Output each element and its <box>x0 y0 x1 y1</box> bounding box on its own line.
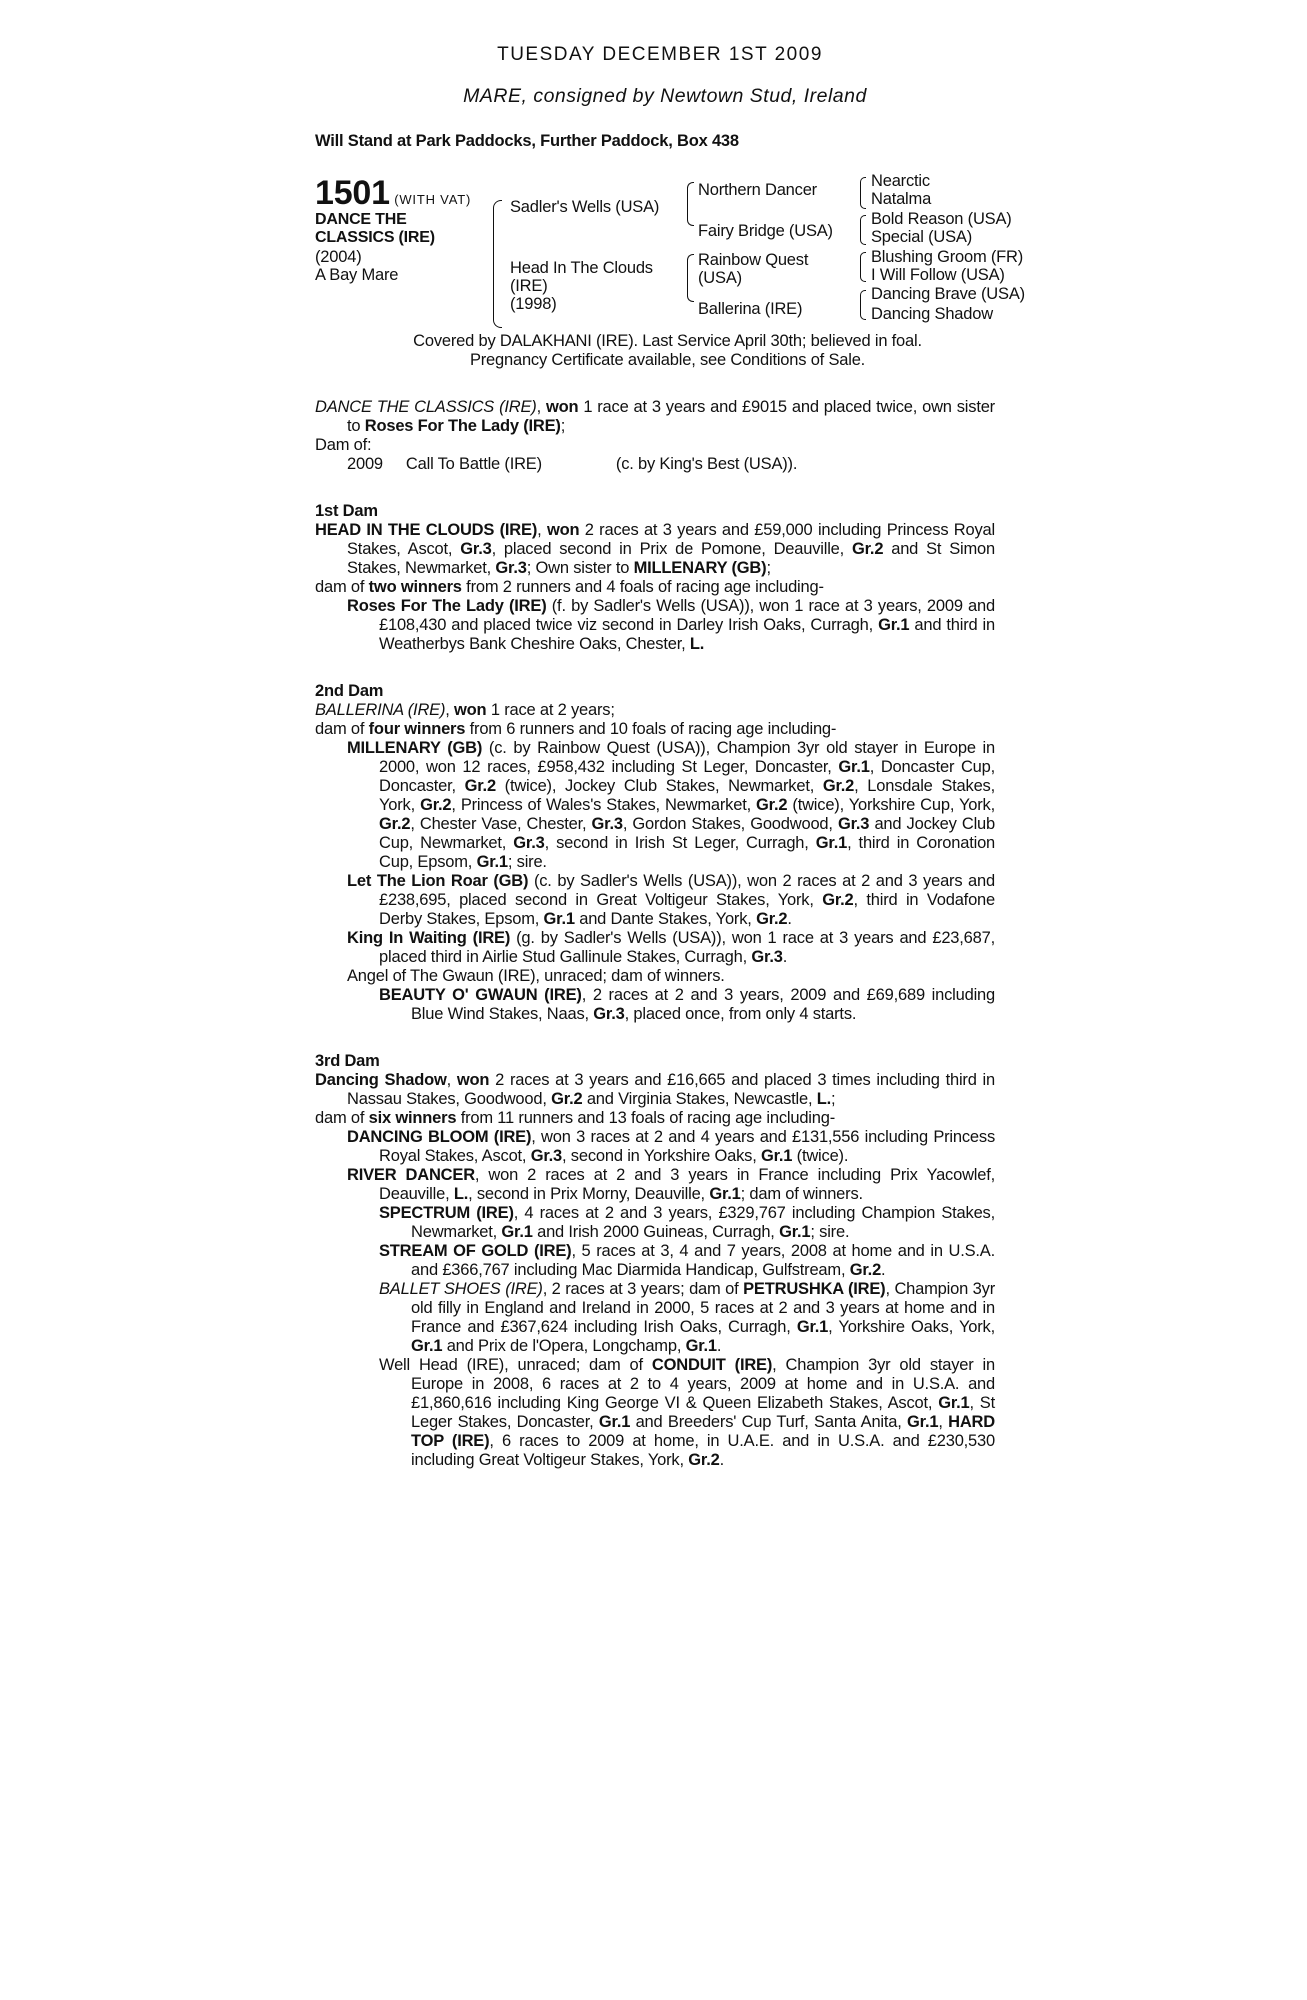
fd-damof-c: from 2 runners and 4 foals of racing age including- <box>461 578 824 596</box>
l-t3: and Dante Stakes, York, <box>574 910 757 928</box>
pedigree-dam-line2: (IRE) <box>510 277 548 295</box>
mare-text1: 1 race at 3 years and £9015 and placed twice, own sister to <box>347 398 995 435</box>
pedigree-ddd: Dancing Shadow <box>871 305 993 323</box>
td-won: won <box>456 1071 490 1089</box>
m-t3: (twice), Jockey Club Stakes, Newmarket, <box>495 777 823 795</box>
first-dam-won: won <box>546 521 580 539</box>
sg-g1: Gr.2 <box>849 1261 882 1279</box>
m-t6: (twice), Yorkshire Cup, York, <box>787 796 995 814</box>
wh-c: CONDUIT (IRE) <box>651 1356 773 1374</box>
second-dam-section <box>315 682 995 1024</box>
m-g2: Gr.2 <box>464 777 496 795</box>
m-g6: Gr.2 <box>379 815 411 833</box>
m-g5: Gr.2 <box>756 796 788 814</box>
db-g2: Gr.1 <box>760 1147 793 1165</box>
m-g10: Gr.1 <box>815 834 848 852</box>
produce-row <box>347 455 995 474</box>
m-g7: Gr.3 <box>591 815 623 833</box>
sd-damof-b: four winners <box>368 720 466 738</box>
fd-damof-b: two winners <box>368 578 462 596</box>
fd-t5: ; <box>766 559 771 577</box>
m-g8: Gr.3 <box>837 815 870 833</box>
fd-p1-t2: and third in Weatherbys Bank Cheshire Oaks, Chester, <box>379 616 995 653</box>
sd-t1: 1 race at 2 years; <box>486 701 615 719</box>
catalogue-page <box>315 44 1025 1470</box>
rd-name: RIVER DANCER <box>347 1166 475 1184</box>
pedigree-dds: Dancing Brave (USA) <box>871 285 1025 303</box>
l-t4: . <box>787 910 792 928</box>
third-dam-section <box>315 1052 995 1470</box>
k-t1: (g. by Sadler's Wells (USA)), won 1 race at 3 years and £23,687, placed third in Airlie Stud Gallinule Stakes, Curragh, <box>379 929 995 966</box>
db-t1: , won 3 races at 2 and 4 years and £131,556 including Princess Royal Stakes, Ascot, <box>379 1128 995 1165</box>
fd-damof-a: dam of <box>315 578 369 596</box>
bs-g2: Gr.1 <box>411 1337 443 1355</box>
mare-sister: Roses For The Lady (IRE) <box>364 417 561 435</box>
sp-t1: , 4 races at 2 and 3 years, £329,767 including Champion Stakes, Newmarket, <box>411 1204 995 1241</box>
mare-won: won <box>545 398 579 416</box>
bs-g1: Gr.1 <box>796 1318 829 1336</box>
td-damof-b: six winners <box>368 1109 457 1127</box>
fd-sister: MILLENARY (GB) <box>633 559 767 577</box>
bs-t5: . <box>716 1337 722 1355</box>
m-t11: , third in Coronation Cup, Epsom, <box>379 834 996 871</box>
second-dam-heading: 2nd Dam <box>315 682 384 700</box>
k-name: King In Waiting (IRE) <box>347 929 511 947</box>
sd-won: won <box>454 701 487 719</box>
produce-sire: (c. by King's Best (USA)). <box>615 455 798 473</box>
l-g2: Gr.1 <box>543 910 575 928</box>
produce-spectrum <box>379 1204 995 1242</box>
pedigree-ssd: Natalma <box>871 190 932 208</box>
pedigree-dam-sire-line2: (USA) <box>698 269 742 287</box>
pedigree-dss: Blushing Groom (FR) <box>871 248 1024 266</box>
horse-name-line1: DANCE THE <box>315 211 407 228</box>
bs-t2: , Champion 3yr old filly in England and Ireland in 2000, 5 races at 2 and 3 years at home and in France and £367,624 including Irish Oaks, Curragh, <box>411 1280 995 1336</box>
sg-name: STREAM OF GOLD (IRE) <box>379 1242 572 1260</box>
pedigree-sire-sire: Northern Dancer <box>698 181 817 199</box>
pedigree-brace-main <box>493 200 502 328</box>
fd-g2: Gr.2 <box>851 540 884 558</box>
m-t5: , Princess of Wales's Stakes, Newmarket, <box>451 796 757 814</box>
b-t1: , 2 races at 2 and 3 years, 2009 and £69,689 including Blue Wind Stakes, Naas, <box>411 986 995 1023</box>
rd-l: L. <box>453 1185 469 1203</box>
fd-t1: 2 races at 3 years and £59,000 including Princess Royal Stakes, Ascot, <box>347 521 995 558</box>
l-t2: , third in Vodafone Derby Stakes, Epsom, <box>379 891 995 928</box>
pedigree-dam-line3: (1998) <box>510 295 557 313</box>
td-name: Dancing Shadow <box>315 1071 447 1089</box>
td-l1: L. <box>816 1090 832 1108</box>
l-g1: Gr.2 <box>822 891 854 909</box>
rd-t3: ; dam of winners. <box>740 1185 863 1203</box>
fd-t2: , placed second in Prix de Pomone, Deauville, <box>491 540 852 558</box>
wh-t6: , 6 races to 2009 at home, in U.A.E. and in U.S.A. and £230,530 including Great Voltigeur Stakes, York, <box>411 1432 995 1469</box>
pedigree-brace-sire <box>687 182 694 226</box>
sg-t1: , 5 races at 3, 4 and 7 years, 2008 at home and in U.S.A. and £366,767 including Mac Diarmida Handicap, Gulfstream, <box>411 1242 995 1279</box>
mare-name: DANCE THE CLASSICS (IRE) <box>315 398 537 416</box>
pedigree-brace-4d <box>860 290 866 320</box>
m-t1: (c. by Rainbow Quest (USA)), Champion 3yr old stayer in Europe in 2000, won 12 races, £958,432 including St Leger, Doncaster, <box>379 739 995 776</box>
pedigree-dam-line1: Head In The Clouds <box>510 259 653 277</box>
produce-ballet-shoes <box>379 1280 995 1356</box>
produce-beauty-o-gwaun <box>379 986 995 1024</box>
horse-year: (2004) <box>315 248 362 266</box>
pedigree-table <box>315 172 1025 326</box>
produce-let-the-lion-roar <box>347 872 995 929</box>
first-dam-produce-1 <box>347 597 995 654</box>
produce-name: Call To Battle (IRE) <box>405 455 542 473</box>
third-dam-dam-of <box>315 1109 995 1128</box>
wh-g4: Gr.2 <box>688 1451 720 1469</box>
bs-g3: Gr.1 <box>685 1337 717 1355</box>
third-dam-heading: 3rd Dam <box>315 1052 380 1070</box>
m-name: MILLENARY (GB) <box>347 739 483 757</box>
covered-line2: Pregnancy Certificate available, see Conditions of Sale. <box>469 351 866 369</box>
fd-p1-name: Roses For The Lady (IRE) <box>347 597 547 615</box>
second-dam-record: BALLERINA (IRE), won 1 race at 2 years; <box>315 701 615 719</box>
rd-t1: , won 2 races at 2 and 3 years in France including Prix Yacowlef, Deauville, <box>379 1166 995 1203</box>
b-g1: Gr.3 <box>593 1005 625 1023</box>
m-g1: Gr.1 <box>838 758 870 776</box>
m-g3: Gr.2 <box>822 777 855 795</box>
produce-millenary <box>347 739 995 872</box>
pedigree-sss: Nearctic <box>871 172 930 190</box>
db-name: DANCING BLOOM (IRE) <box>347 1128 532 1146</box>
bs-t3: , Yorkshire Oaks, York, <box>828 1318 995 1336</box>
l-name: Let The Lion Roar (GB) <box>347 872 529 890</box>
pedigree-brace-4a <box>860 177 866 209</box>
db-t3: (twice). <box>792 1147 849 1165</box>
m-g9: Gr.3 <box>513 834 545 852</box>
sp-g2: Gr.1 <box>779 1223 811 1241</box>
covered-line1: Covered by DALAKHANI (IRE). Last Service April 30th; believed in foal. <box>413 332 922 350</box>
m-g11: Gr.1 <box>476 853 508 871</box>
fd-p1-g1: Gr.1 <box>878 616 910 634</box>
pedigree-brace-dam <box>687 254 694 302</box>
b-name: BEAUTY O' GWAUN (IRE) <box>379 986 582 1004</box>
dam-of-label: Dam of: <box>315 436 372 454</box>
fd-g3: Gr.3 <box>495 559 527 577</box>
fd-t4: ; Own sister to <box>526 559 634 577</box>
td-damof-a: dam of <box>315 1109 369 1127</box>
third-dam-record: Dancing Shadow, won 2 races at 3 years and £16,665 and placed 3 times including third in Nassau Stakes, Goodwood, Gr.2 and Virginia Stakes, Newcastle, L.; <box>315 1071 995 1108</box>
m-t12: ; sire. <box>507 853 547 871</box>
db-g1: Gr.3 <box>530 1147 563 1165</box>
produce-angel-of-the-gwaun: Angel of The Gwaun (IRE), unraced; dam of winners. <box>347 967 725 985</box>
fd-t3: and St Simon Stakes, Newmarket, <box>347 540 995 577</box>
horse-description: A Bay Mare <box>315 266 399 284</box>
mare-text2: ; <box>560 417 566 435</box>
fd-p1-t1: (f. by Sadler's Wells (USA)), won 1 race at 3 years, 2009 and £108,430 and placed twice viz second in Darley Irish Oaks, Curragh, <box>379 597 995 634</box>
mare-record: DANCE THE CLASSICS (IRE), won 1 race at 3 years and £9015 and placed twice, own sister to Roses For The Lady (IRE); <box>315 398 995 435</box>
stand-location: Will Stand at Park Paddocks, Further Paddock, Box 438 <box>315 132 739 150</box>
mare-section <box>315 398 995 474</box>
wh-g1: Gr.1 <box>938 1394 970 1412</box>
m-t10: , second in Irish St Leger, Curragh, <box>544 834 816 852</box>
m-g4: Gr.2 <box>420 796 452 814</box>
sp-name: SPECTRUM (IRE) <box>379 1204 514 1222</box>
bs-p: PETRUSHKA (IRE) <box>743 1280 886 1298</box>
first-dam-dam-of <box>315 578 995 597</box>
db-t2: , second in Yorkshire Oaks, <box>562 1147 761 1165</box>
rd-t2: , second in Prix Morny, Deauville, <box>468 1185 710 1203</box>
first-dam-heading: 1st Dam <box>315 502 378 520</box>
second-dam-dam-of <box>315 720 995 739</box>
fd-p1-l: L. <box>689 635 705 653</box>
wh-t3: , St Leger Stakes, Doncaster, <box>411 1394 995 1431</box>
wh-g2: Gr.1 <box>598 1413 631 1431</box>
pedigree-dam-dam: Ballerina (IRE) <box>698 300 803 318</box>
m-t7: , Chester Vase, Chester, <box>410 815 592 833</box>
produce-year: 2009 <box>347 455 383 473</box>
td-t3: ; <box>831 1090 836 1108</box>
wh-h: HARD TOP (IRE) <box>411 1413 995 1450</box>
wh-t2: , Champion 3yr old stayer in Europe in 2008, 6 races at 2 to 4 years, 2009 at home and in U.S.A. and £1,860,616 including King George VI & Queen Elizabeth Stakes, Ascot, <box>411 1356 995 1412</box>
second-dam-name: BALLERINA (IRE) <box>315 701 446 719</box>
l-t1: (c. by Sadler's Wells (USA)), won 2 races at 2 and 3 years and £238,695, placed second in Great Voltigeur Stakes, York, <box>379 872 995 909</box>
covered-note <box>315 332 995 370</box>
l-g3: Gr.2 <box>756 910 788 928</box>
pedigree-sdd: Special (USA) <box>871 228 973 246</box>
k-g1: Gr.3 <box>751 948 783 966</box>
sp-g1: Gr.1 <box>501 1223 533 1241</box>
first-dam-name: HEAD IN THE CLOUDS (IRE) <box>315 521 538 539</box>
pedigree-sire-dam: Fairy Bridge (USA) <box>698 222 833 240</box>
m-t8: , Gordon Stakes, Goodwood, <box>622 815 838 833</box>
pedigree-brace-4b <box>860 215 866 245</box>
lot-header <box>315 176 471 210</box>
wh-t4: and Breeders' Cup Turf, Santa Anita, <box>630 1413 908 1431</box>
bs-t1: , 2 races at 3 years; dam of <box>542 1280 744 1298</box>
pedigree-dsd: I Will Follow (USA) <box>871 266 1005 284</box>
m-t4: , Lonsdale Stakes, York, <box>379 777 995 814</box>
pedigree-brace-4c <box>860 252 866 282</box>
sd-damof-c: from 6 runners and 10 foals of racing age including- <box>465 720 837 738</box>
wh-t7: . <box>719 1451 724 1469</box>
consignment-line: MARE, consigned by Newtown Stud, Ireland <box>463 85 867 107</box>
produce-well-head <box>379 1356 995 1470</box>
produce-stream-of-gold <box>379 1242 995 1280</box>
first-dam-section <box>315 502 995 654</box>
wh-t5: , <box>938 1413 949 1431</box>
wh-t1: Well Head (IRE), unraced; dam of <box>379 1356 652 1374</box>
produce-river-dancer <box>347 1166 995 1204</box>
pedigree-sds: Bold Reason (USA) <box>871 210 1012 228</box>
td-t1: 2 races at 3 years and £16,665 and placed 3 times including third in Nassau Stakes, Goodwood, <box>347 1071 995 1108</box>
m-t9: and Jockey Club Cup, Newmarket, <box>379 815 995 852</box>
sale-date: TUESDAY DECEMBER 1ST 2009 <box>497 44 823 65</box>
sp-t3: ; sire. <box>810 1223 850 1241</box>
vat-note: (WITH VAT) <box>394 192 472 207</box>
b-t2: , placed once, from only 4 starts. <box>624 1005 857 1023</box>
fd-g1: Gr.3 <box>460 540 492 558</box>
sg-t2: . <box>881 1261 886 1279</box>
td-t2: and Virginia Stakes, Newcastle, <box>582 1090 817 1108</box>
pedigree-sire: Sadler's Wells (USA) <box>510 198 660 216</box>
rd-g1: Gr.1 <box>709 1185 741 1203</box>
sp-t2: and Irish 2000 Guineas, Curragh, <box>532 1223 780 1241</box>
td-damof-c: from 11 runners and 13 foals of racing age including- <box>456 1109 836 1127</box>
k-t2: . <box>782 948 788 966</box>
wh-g3: Gr.1 <box>907 1413 939 1431</box>
pedigree-dam-sire-line1: Rainbow Quest <box>698 251 809 269</box>
bs-t4: and Prix de l'Opera, Longchamp, <box>442 1337 686 1355</box>
produce-king-in-waiting <box>347 929 995 967</box>
produce-dancing-bloom <box>347 1128 995 1166</box>
m-t2: , Doncaster Cup, Doncaster, <box>379 758 996 795</box>
horse-name-line2: CLASSICS (IRE) <box>315 229 435 246</box>
td-g1: Gr.2 <box>551 1090 583 1108</box>
bs-name: BALLET SHOES (IRE) <box>379 1280 543 1298</box>
first-dam-record: HEAD IN THE CLOUDS (IRE), won 2 races at 3 years and £59,000 including Princess Royal Stakes, Ascot, Gr.3, placed second in Prix de Pomone, Deauville, Gr.2 and St Simon Stakes, Newmarket, Gr.3; Own sister to MILLENARY (GB); <box>315 521 995 577</box>
sd-damof-a: dam of <box>315 720 369 738</box>
lot-number: 1501 <box>315 174 390 212</box>
